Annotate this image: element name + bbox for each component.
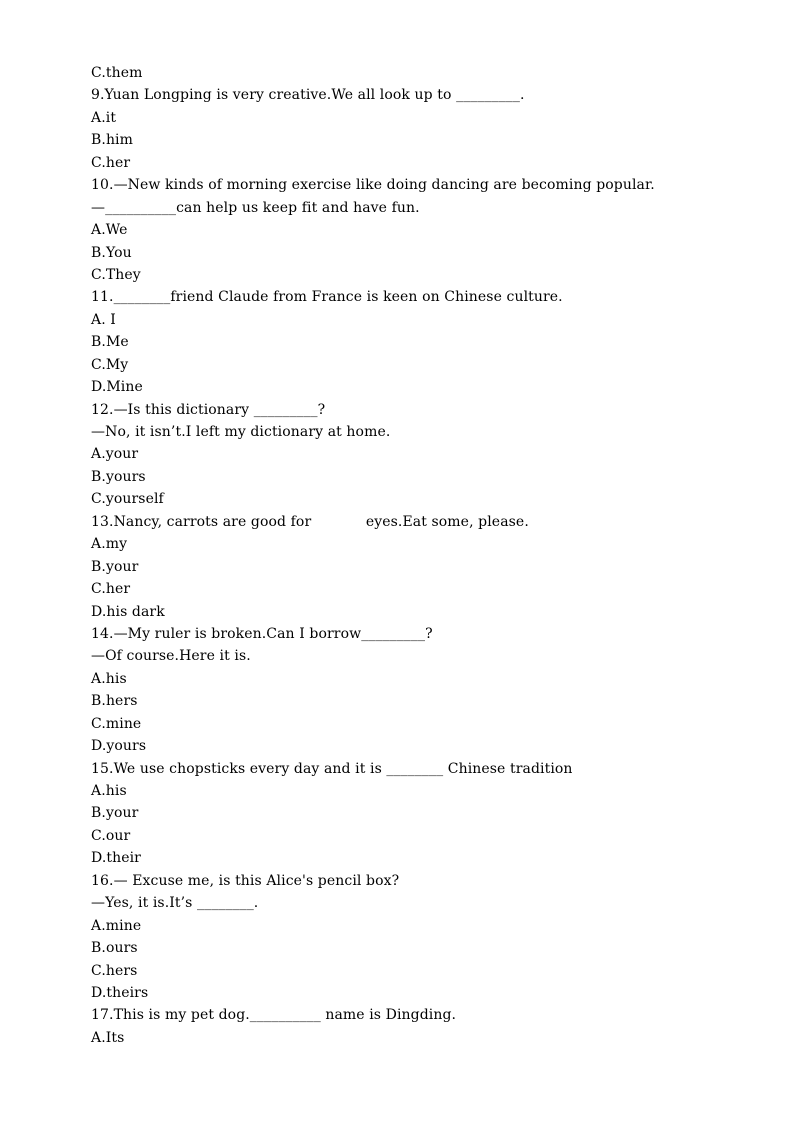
option-line: B.hers [91, 693, 138, 710]
option-line: C.hers [91, 962, 138, 979]
option-line: C.yourself [91, 491, 164, 508]
option-line: C.They [91, 266, 141, 283]
question-line: 15.We use chopsticks every day and it is ________ Chinese tradition [91, 760, 573, 777]
option-line: B.your [91, 558, 139, 575]
dialogue-line: —__________can help us keep fit and have fun. [91, 199, 420, 216]
option-line: A.mine [91, 917, 142, 934]
option-line: A.it [91, 109, 117, 126]
option-line: B.ours [91, 940, 138, 957]
option-line: A. I [91, 311, 116, 328]
question-line: 12.—Is this dictionary _________? [91, 401, 326, 418]
option-line: D.his dark [91, 603, 165, 620]
option-line: D.Mine [91, 379, 143, 396]
question-line: 10.—New kinds of morning exercise like doing dancing are becoming popular. [91, 177, 655, 194]
option-line: B.your [91, 805, 139, 822]
question-line: 11.________friend Claude from France is keen on Chinese culture. [91, 289, 563, 306]
option-line: C.My [91, 356, 129, 373]
question-line: 14.—My ruler is broken.Can I borrow_________? [91, 625, 433, 642]
question-text-block [91, 62, 751, 1049]
dialogue-line: —Yes, it is.It’s ________. [91, 895, 259, 912]
question-line: 16.— Excuse me, is this Alice's pencil box? [91, 872, 400, 889]
option-line: A.his [91, 670, 127, 687]
option-line: B.Me [91, 334, 129, 351]
option-line: A.your [91, 446, 139, 463]
option-line: C.her [91, 581, 131, 598]
option-line: C.her [91, 154, 131, 171]
option-line: A.my [91, 536, 128, 553]
option-line: C.mine [91, 715, 142, 732]
option-line: A.his [91, 783, 127, 799]
question-line: 13.Nancy, carrots are good for eyes.Eat some, please. [91, 513, 529, 530]
option-line: A.We [91, 222, 128, 239]
option-line: B.yours [91, 468, 146, 485]
option-line: B.You [91, 244, 132, 261]
option-line: D.yours [91, 738, 147, 755]
option-line: C.them [91, 65, 143, 81]
question-line: 9.Yuan Longping is very creative.We all look up to _________. [91, 87, 525, 104]
option-line: B.him [91, 132, 134, 149]
option-line: C.our [91, 827, 131, 844]
option-line: D.their [91, 850, 141, 867]
option-line: D.theirs [91, 984, 149, 1001]
dialogue-line: —No, it isn’t.I left my dictionary at home. [91, 424, 391, 440]
dialogue-line: —Of course.Here it is. [91, 648, 251, 665]
question-line: 17.This is my pet dog.__________ name is Dingding. [91, 1007, 457, 1024]
option-line: A.Its [91, 1029, 125, 1046]
